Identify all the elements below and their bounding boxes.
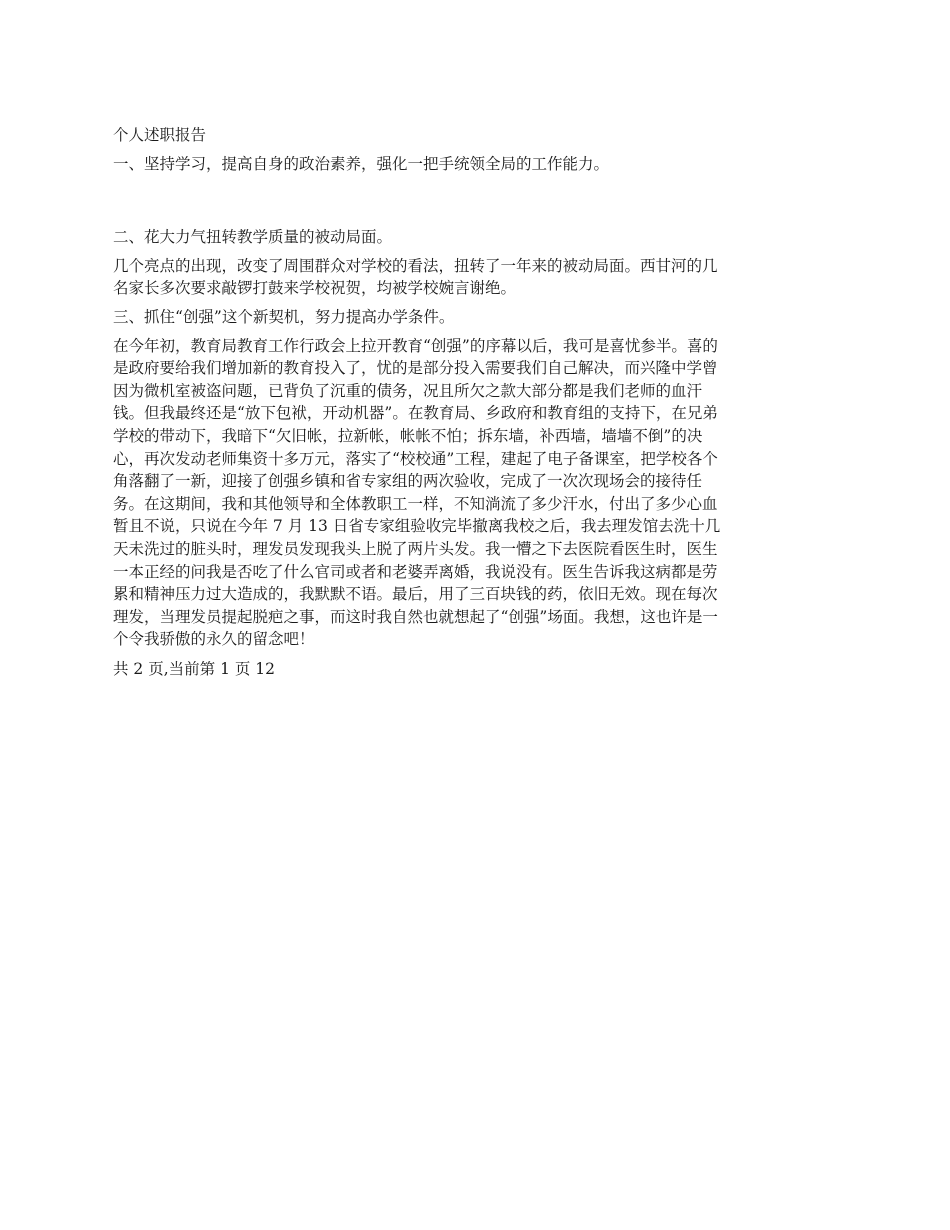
page-footer: 共 2 页,当前第 1 页 12 (113, 659, 276, 678)
document-page (113, 124, 839, 680)
section-heading-1: 一、坚持学习，提高自身的政治素养，强化一把手统领全局的工作能力。 (113, 154, 610, 173)
body-paragraph-2: 在今年初，教育局教育工作行政会上拉开教育“创强”的序幕以后，我可是喜忧参半。喜的 是政府要给我们增加新的教育投入了，忧的是部分投入需要我们自己解决，而兴隆中学曾 因为微机室被盗问题，已背负了沉重的债务，况且所欠之款大部分都是我们老师的血汗 钱。但我最终还是“放下包袱，开动机器”。在教育局、乡政府和教育组的支持下，在兄弟 学校的带动下，我暗下“欠旧帐，拉新帐，帐帐不怕；拆东墙，补西墙，墙墙不倒”的决 心，再次发动老师集资十多万元，落实了“校校通”工程，建起了电子备课室，把学校各个 角落翻了一新，迎接了创强乡镇和省专家组的两次验收，完成了一次次现场会的接待任 务。在这期间，我和其他领导和全体教职工一样，不知淌流了多少汗水，付出了多少心血 暂且不说，只说在今年 7 月 13 日省专家组验收完毕撤离我校之后，我去理发馆去洗十几 天未洗过的脏头时，理发员发现我头上脱了两片头发。我一懵之下去医院看医生时，医生 一本正经的问我是否吃了什么官司或者和老婆弄离婚，我说没有。医生告诉我这病都是劳 累和精神压力过大造成的，我默默不语。最后，用了三百块钱的药，依旧无效。现在每次 理发，当理发员提起脱疤之事，而这时我自然也就想起了“创强”场面。我想，这也许是一 个令我骄傲的永久的留念吧！ (113, 336, 721, 649)
section-heading-3: 三、抓住“创强”这个新契机，努力提高办学条件。 (113, 307, 455, 326)
section-heading-2: 二、花大力气扭转教学质量的被动局面。 (113, 228, 393, 247)
body-paragraph-1: 几个亮点的出现，改变了周围群众对学校的看法，扭转了一年来的被动局面。西甘河的几 名家长多次要求敲锣打鼓来学校祝贺，均被学校婉言谢绝。 (113, 256, 718, 298)
document-title: 个人述职报告 (113, 126, 207, 144)
